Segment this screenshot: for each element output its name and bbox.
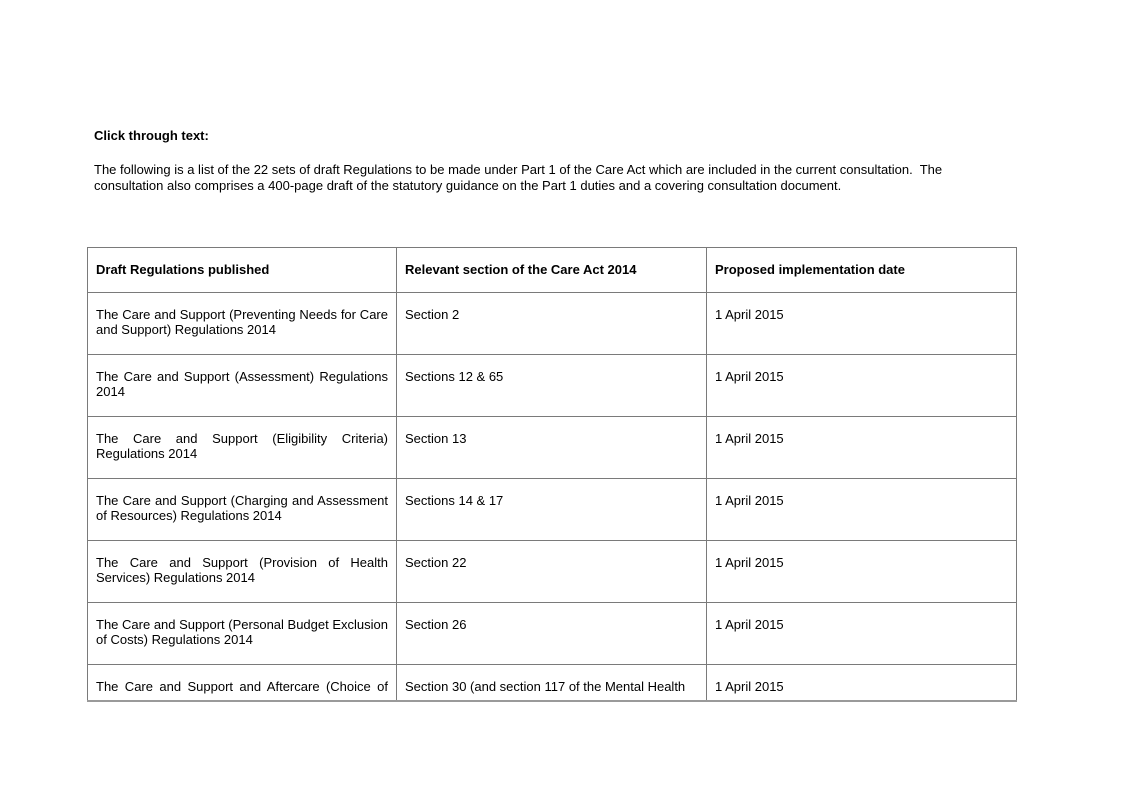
cell-regulation: The Care and Support (Preventing Needs for Care and Support) Regulations 2014 <box>88 293 397 355</box>
table-row <box>88 417 1017 479</box>
cell-date: 1 April 2015 <box>707 603 1017 665</box>
table-row <box>88 665 1017 703</box>
cell-regulation: The Care and Support and Aftercare (Choice of <box>88 665 397 703</box>
cell-section: Sections 14 & 17 <box>397 479 707 541</box>
cell-date: 1 April 2015 <box>707 541 1017 603</box>
cell-regulation: The Care and Support (Personal Budget Exclusion of Costs) Regulations 2014 <box>88 603 397 665</box>
cell-section: Section 30 (and section 117 of the Mental Health <box>397 665 707 703</box>
regulations-table-header <box>88 248 1017 293</box>
table-row <box>88 293 1017 355</box>
cell-regulation: The Care and Support (Charging and Assessment of Resources) Regulations 2014 <box>88 479 397 541</box>
cell-section: Section 2 <box>397 293 707 355</box>
cell-date: 1 April 2015 <box>707 479 1017 541</box>
table-row <box>88 541 1017 603</box>
cell-section: Sections 12 & 65 <box>397 355 707 417</box>
cell-section: Section 13 <box>397 417 707 479</box>
intro-paragraph: The following is a list of the 22 sets of draft Regulations to be made under Part 1 of the Care Act which are included in the current consultation. The consultation also comprises a 400-page draft of the statutory guidance on the Part 1 duties and a covering consultation document. <box>94 162 946 193</box>
column-header-implementation-date: Proposed implementation date <box>707 248 1017 293</box>
cell-date: 1 April 2015 <box>707 355 1017 417</box>
cell-regulation: The Care and Support (Assessment) Regulations 2014 <box>88 355 397 417</box>
table-row <box>88 355 1017 417</box>
cell-regulation: The Care and Support (Eligibility Criteria) Regulations 2014 <box>88 417 397 479</box>
cell-section: Section 22 <box>397 541 707 603</box>
table-row <box>88 603 1017 665</box>
table-page-clip <box>87 247 1017 702</box>
table-row <box>88 479 1017 541</box>
column-header-draft-regulations: Draft Regulations published <box>88 248 397 293</box>
cell-regulation: The Care and Support (Provision of Health Services) Regulations 2014 <box>88 541 397 603</box>
header-row <box>88 248 1017 293</box>
cell-date: 1 April 2015 <box>707 417 1017 479</box>
cell-date: 1 April 2015 <box>707 665 1017 703</box>
regulations-table <box>87 247 1017 702</box>
regulations-table-body <box>88 293 1017 703</box>
cell-section: Section 26 <box>397 603 707 665</box>
cell-date: 1 April 2015 <box>707 293 1017 355</box>
click-through-heading: Click through text: <box>94 128 209 143</box>
column-header-relevant-section: Relevant section of the Care Act 2014 <box>397 248 707 293</box>
